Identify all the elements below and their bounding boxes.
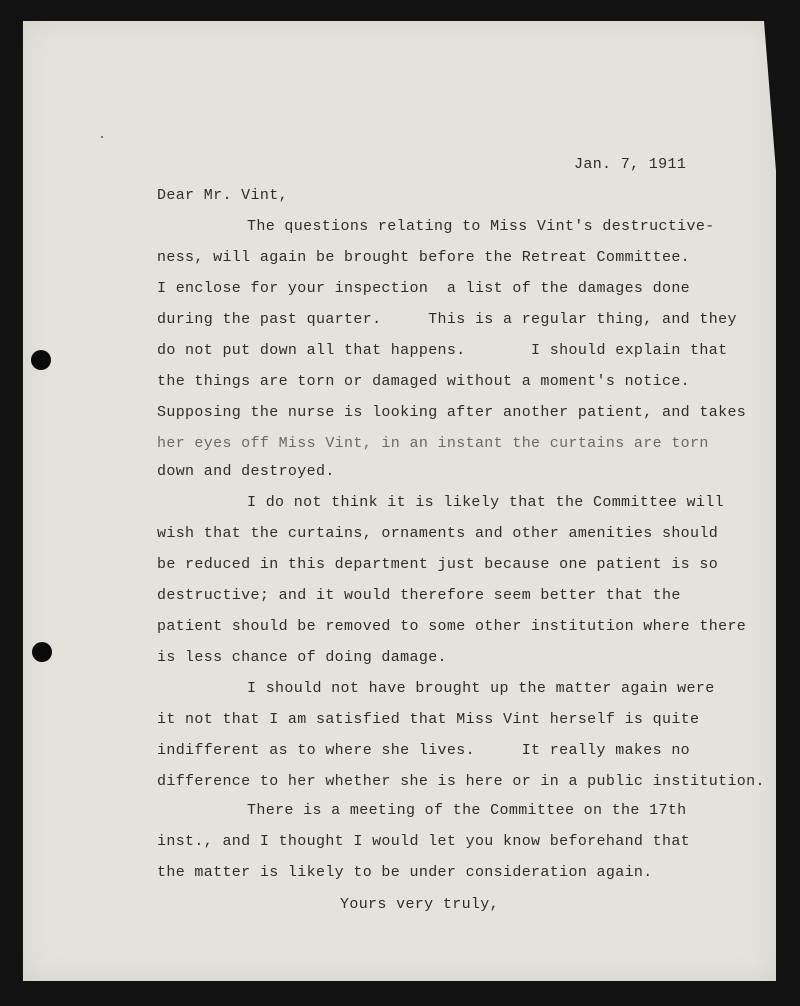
body-line-18: indifferent as to where she lives. It really makes no [157, 742, 691, 759]
body-line-6: the things are torn or damaged without a moment's notice. [157, 373, 691, 390]
body-line-13: destructive; and it would therefore seem better that the [157, 587, 681, 604]
body-line-3: I enclose for your inspection a list of the damages done [157, 280, 691, 297]
body-line-8: her eyes off Miss Vint, in an instant the curtains are torn [157, 435, 709, 452]
body-line-14: patient should be removed to some other institution where there [157, 618, 747, 635]
body-line-22: the matter is likely to be under consideration again. [157, 864, 653, 881]
body-line-2: ness, will again be brought before the Retreat Committee. [157, 249, 691, 266]
letter-date: Jan. 7, 1911 [574, 156, 687, 173]
body-line-15: is less chance of doing damage. [157, 649, 447, 666]
body-line-7: Supposing the nurse is looking after another patient, and takes [157, 404, 747, 421]
body-line-17: it not that I am satisfied that Miss Vint herself is quite [157, 711, 700, 728]
body-line-21: inst., and I thought I would let you know beforehand that [157, 833, 691, 850]
letter-salutation: Dear Mr. Vint, [157, 187, 288, 204]
body-line-4: during the past quarter. This is a regular thing, and they [157, 311, 737, 328]
body-line-16: I should not have brought up the matter again were [247, 680, 715, 697]
paper-speck [101, 136, 103, 138]
body-line-20: There is a meeting of the Committee on the 17th [247, 802, 687, 819]
body-line-5: do not put down all that happens. I should explain that [157, 342, 728, 359]
body-line-1: The questions relating to Miss Vint's destructive- [247, 218, 715, 235]
body-line-9: down and destroyed. [157, 463, 335, 480]
body-line-19: difference to her whether she is here or in a public institution. [157, 773, 765, 790]
body-line-11: wish that the curtains, ornaments and other amenities should [157, 525, 719, 542]
page-corner-fold [764, 21, 776, 171]
letter-closing: Yours very truly, [340, 896, 499, 913]
body-line-12: be reduced in this department just because one patient is so [157, 556, 719, 573]
body-line-10: I do not think it is likely that the Committee will [247, 494, 724, 511]
punch-hole-bottom [32, 642, 52, 662]
punch-hole-top [31, 350, 51, 370]
